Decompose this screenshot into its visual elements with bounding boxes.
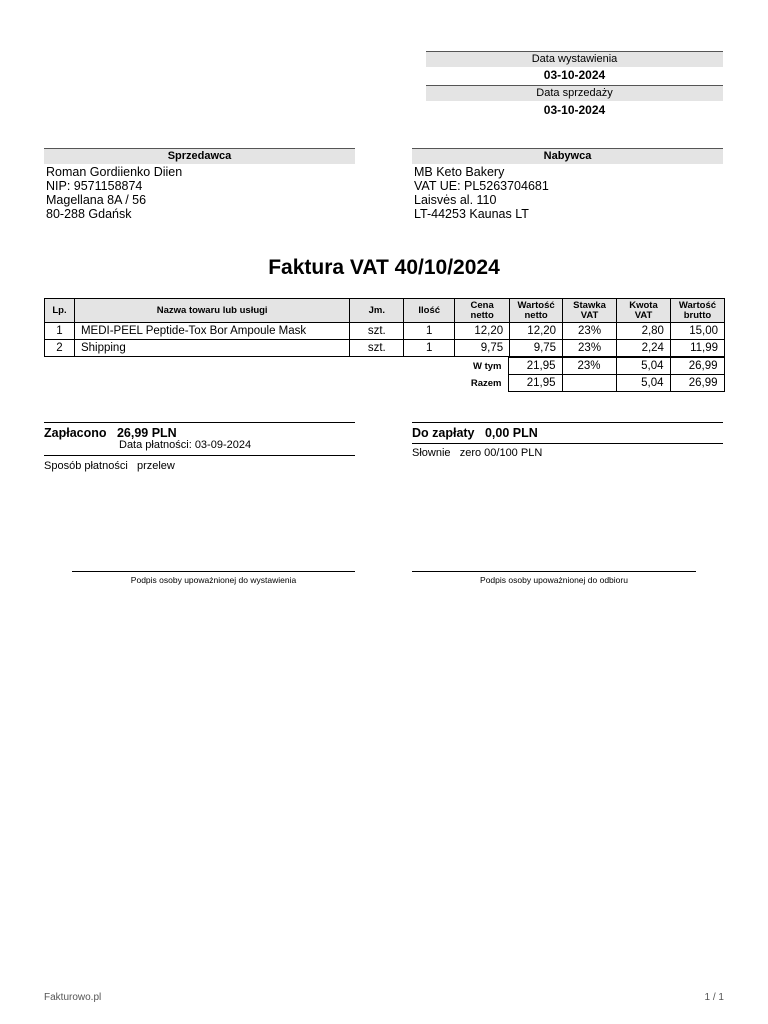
issue-date-value: 03-10-2024	[543, 68, 606, 82]
cell-lp: 2	[45, 340, 75, 357]
seller-city: 80-288 Gdańsk	[46, 207, 132, 221]
razem-label: Razem	[470, 377, 502, 389]
cell-qty: 1	[404, 340, 455, 357]
words-label: Słownie	[412, 447, 451, 459]
cell-gross: 11,99	[670, 340, 724, 357]
header-vat-line1: Kwota	[629, 299, 658, 311]
cell-net: 12,20	[510, 323, 563, 340]
cell-price: 12,20	[455, 323, 510, 340]
header-qty: Ilość	[404, 299, 455, 323]
cell-name: Shipping	[74, 340, 349, 357]
footer-page: 1 / 1	[704, 992, 724, 1003]
cell-vat: 2,80	[617, 323, 671, 340]
header-gross	[670, 299, 724, 323]
cell-vat: 2,24	[617, 340, 671, 357]
buyer-city: LT-44253 Kaunas LT	[414, 207, 529, 221]
invoice-title: Faktura VAT 40/10/2024	[268, 256, 500, 279]
cell-net: 9,75	[510, 340, 563, 357]
seller-heading: Sprzedawca	[44, 148, 355, 164]
divider	[44, 455, 355, 456]
issue-date-label: Data wystawienia	[426, 51, 723, 67]
table-row	[45, 323, 725, 340]
due-label: Do zapłaty	[412, 426, 475, 440]
wtym-gross: 26,99	[670, 358, 724, 375]
seller-tax-id: NIP: 9571158874	[46, 179, 143, 193]
header-net-line2: netto	[524, 309, 548, 321]
words-row	[412, 447, 542, 459]
signature-line-issuer	[72, 571, 355, 572]
header-rate	[563, 299, 617, 323]
due-value: 0,00 PLN	[484, 426, 538, 440]
sale-date-label: Data sprzedaży	[426, 85, 723, 101]
cell-price: 9,75	[455, 340, 510, 357]
seller-name: Roman Gordiienko Diien	[46, 165, 183, 179]
header-gross-line2: brutto	[683, 309, 712, 321]
cell-lp: 1	[45, 323, 75, 340]
signature-line-receiver	[412, 571, 696, 572]
buyer-heading: Nabywca	[412, 148, 723, 164]
header-price-line2: netto	[470, 309, 494, 321]
cell-gross: 15,00	[670, 323, 724, 340]
cell-name: MEDI-PEEL Peptide-Tox Bor Ampoule Mask	[74, 323, 349, 340]
wtym-label: W tym	[473, 360, 502, 372]
header-gross-line1: Wartość	[678, 299, 717, 311]
buyer-street: Laisvės al. 110	[414, 193, 497, 207]
table-row	[45, 340, 725, 357]
header-vat	[617, 299, 671, 323]
wtym-rate: 23%	[562, 358, 616, 375]
cell-unit: szt.	[350, 340, 404, 357]
paid-label: Zapłacono	[44, 426, 107, 440]
header-name: Nazwa towaru lub usługi	[74, 299, 349, 323]
header-unit: Jm.	[350, 299, 404, 323]
due-row	[412, 426, 538, 440]
summary-row-razem	[444, 375, 724, 392]
buyer-tax-id: VAT UE: PL5263704681	[414, 179, 549, 193]
razem-rate	[562, 375, 616, 392]
seller-street: Magellana 8A / 56	[46, 193, 147, 207]
signature-issuer-caption: Podpis osoby upoważnionej do wystawienia	[130, 575, 297, 585]
buyer-name: MB Keto Bakery	[414, 165, 505, 179]
sale-date-value: 03-10-2024	[543, 103, 606, 117]
razem-gross: 26,99	[670, 375, 724, 392]
method-value: przelew	[136, 460, 175, 472]
method-label: Sposób płatności	[44, 460, 128, 472]
header-net	[510, 299, 563, 323]
divider	[412, 422, 723, 423]
cell-qty: 1	[404, 323, 455, 340]
divider	[412, 443, 723, 444]
header-rate-line1: Stawka	[573, 299, 606, 311]
buyer-block	[414, 165, 549, 221]
summary-row-wtym	[444, 358, 724, 375]
cell-rate: 23%	[563, 340, 617, 357]
paid-value: 26,99 PLN	[116, 426, 177, 440]
header-price-line1: Cena	[470, 299, 494, 311]
header-rate-line2: VAT	[580, 309, 599, 321]
header-lp: Lp.	[45, 299, 75, 323]
seller-block	[46, 165, 182, 221]
cell-unit: szt.	[350, 323, 404, 340]
paid-row	[44, 426, 177, 440]
wtym-vat: 5,04	[616, 358, 670, 375]
signature-receiver-caption: Podpis osoby upoważnionej do odbioru	[480, 575, 628, 585]
items-table	[44, 298, 725, 357]
words-value: zero 00/100 PLN	[459, 447, 543, 459]
header-price	[455, 299, 510, 323]
cell-rate: 23%	[563, 323, 617, 340]
divider	[44, 422, 355, 423]
footer-brand: Fakturowo.pl	[44, 992, 102, 1003]
razem-vat: 5,04	[616, 375, 670, 392]
header-vat-line2: VAT	[634, 309, 653, 321]
table-header-row	[45, 299, 725, 323]
wtym-net: 21,95	[508, 358, 562, 375]
summary-table	[444, 357, 725, 392]
razem-net: 21,95	[508, 375, 562, 392]
paid-date: Data płatności: 03-09-2024	[119, 439, 252, 451]
header-net-line1: Wartość	[517, 299, 555, 311]
method-row	[44, 460, 175, 472]
